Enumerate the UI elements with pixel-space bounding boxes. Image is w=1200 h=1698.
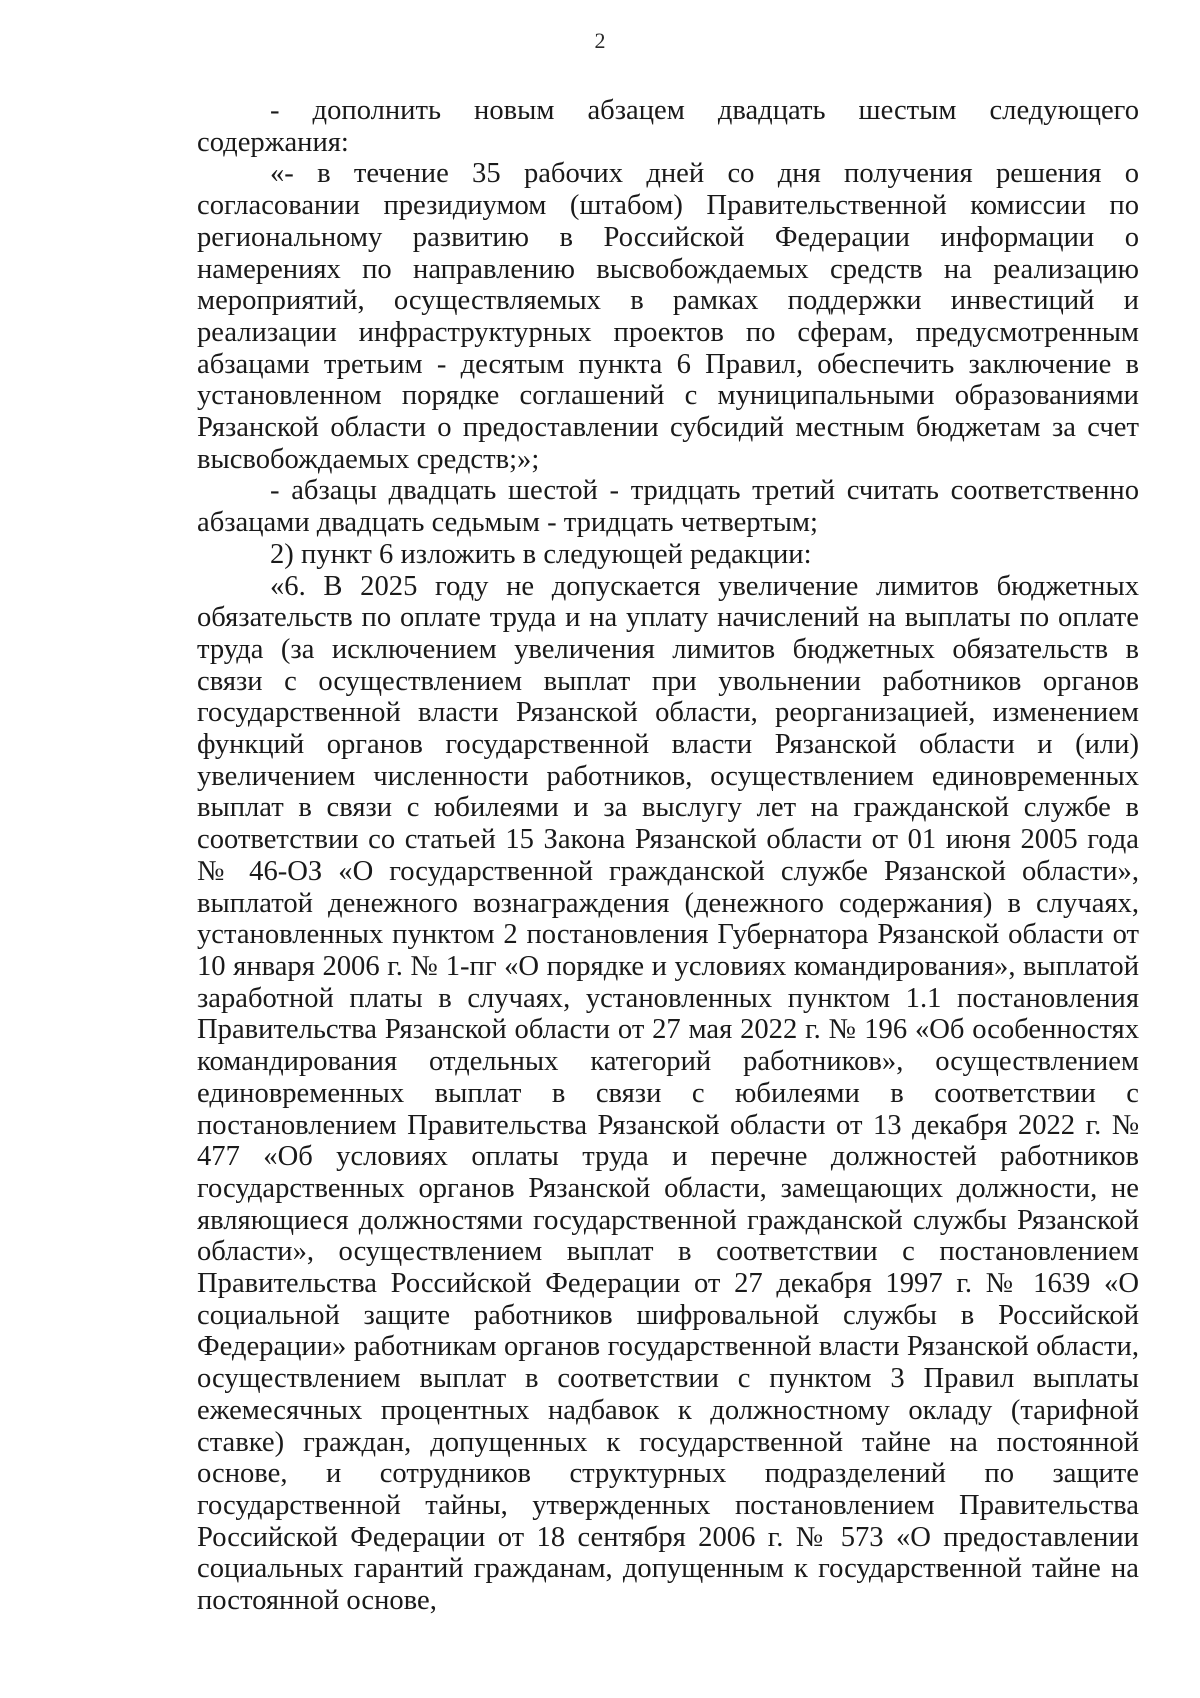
- paragraph-add-abzac: - дополнить новым абзацем двадцать шестым следующего содержания:: [197, 95, 1139, 158]
- page-number: 2: [594, 28, 606, 53]
- document-body: [197, 95, 1139, 1617]
- paragraph-item-6-text: «6. В 2025 году не допускается увеличение лимитов бюджетных обязательств по оплате труда и на уплату начислений на выплаты по оплате труда (за исключением увеличения лимитов бюджетных обязательств в связи с осуществлением выплат при увольнении работников органов государственной власти Рязанской области, реорганизацией, изменением функций органов государственной власти Рязанской области и (или) увеличением численности работников, осуществлением единовременных выплат в связи с юбилеями и за выслугу лет на гражданской службе в соответствии со статьей 15 Закона Рязанской области от 01 июня 2005 года № 46-ОЗ «О государственной гражданской службе Рязанской области», выплатой денежного вознаграждения (денежного содержания) в случаях, установленных пунктом 2 постановления Губернатора Рязанской области от 10 января 2006 г. № 1-пг «О порядке и условиях командирования», выплатой заработной платы в случаях, установленных пунктом 1.1 постановления Правительства Рязанской области от 27 мая 2022 г. № 196 «Об особенностях командирования отдельных категорий работников», осуществлением единовременных выплат в связи с юбилеями в соответствии с постановлением Правительства Рязанской области от 13 декабря 2022 г. № 477 «Об условиях оплаты труда и перечне должностей работников государственных органов Рязанской области, замещающих должности, не являющиеся должностями государственной гражданской службы Рязанской области», осуществлением выплат в соответствии с постановлением Правительства Российской Федерации от 27 декабря 1997 г. № 1639 «О социальной защите работников шифровальной службы в Российской Федерации» работникам органов государственной власти Рязанской области, осуществлением выплат в соответствии с пунктом 3 Правил выплаты ежемесячных процентных надбавок к должностному окладу (тарифной ставке) граждан, допущенных к государственной тайне на постоянной основе, и сотрудников структурных подразделений по защите государственной тайны, утвержденных постановлением Правительства Российской Федерации от 18 сентября 2006 г. № 573 «О предоставлении социальных гарантий гражданам, допущенным к государственной тайне на постоянной основе,: [197, 570, 1139, 1617]
- paragraph-renumber-abzacs: - абзацы двадцать шестой - тридцать третий считать соответственно абзацами двадцать седьмым - тридцать четвертым;: [197, 475, 1139, 539]
- paragraph-item-2: 2) пункт 6 изложить в следующей редакции:: [270, 538, 812, 570]
- paragraph-new-abzac-text: «- в течение 35 рабочих дней со дня получения решения о согласовании президиумом (штабом) Правительственной комиссии по региональному развитию в Российской Федерации информации о намерениях по направлению высвобождаемых средств на реализацию мероприятий, осуществляемых в рамках поддержки инвестиций и реализации инфраструктурных проектов по сферам, предусмотренным абзацами третьим - десятым пункта 6 Правил, обеспечить заключение в установленном порядке соглашений с муниципальными образованиями Рязанской области о предоставлении субсидий местным бюджетам за счет высвобождаемых средств;»;: [197, 158, 1139, 475]
